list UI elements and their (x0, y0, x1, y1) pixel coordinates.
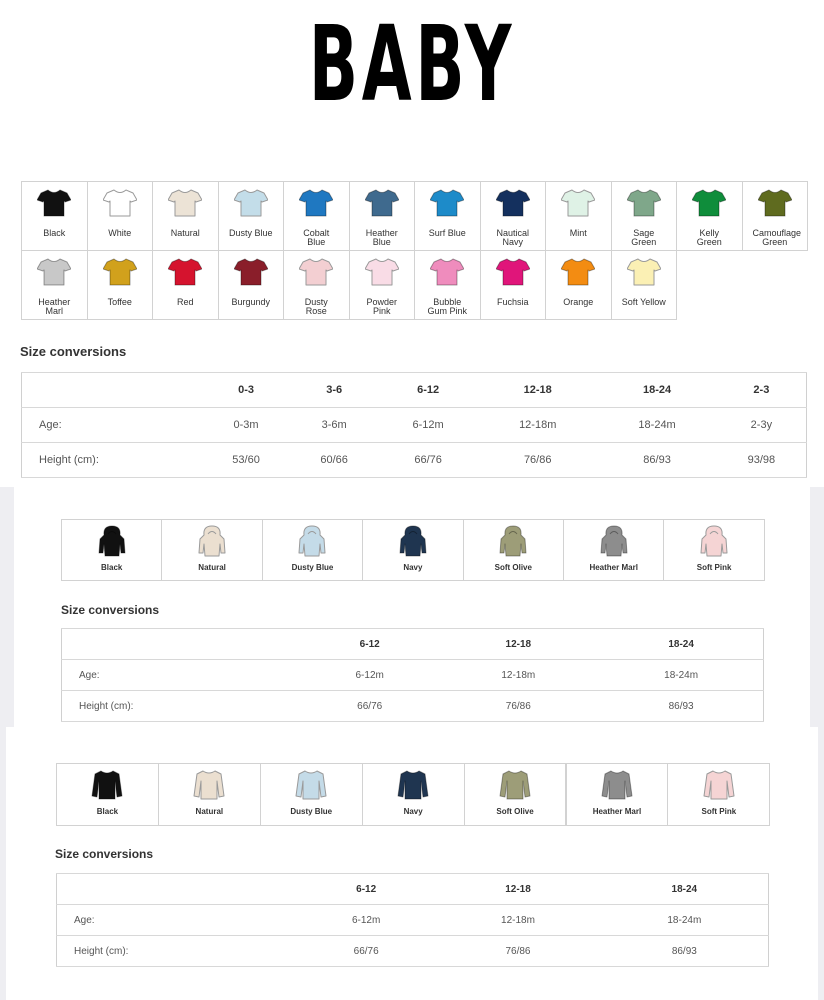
panel-divider (0, 727, 6, 1000)
color-swatch-soft-olive[interactable] (463, 519, 564, 581)
color-swatch-cobalt-blue[interactable] (283, 181, 350, 251)
tshirt-icon (37, 189, 71, 217)
color-name: Natural (195, 807, 224, 816)
color-name: Soft Pink (701, 807, 737, 816)
size-value: 6-12m (302, 660, 437, 691)
color-swatch-white[interactable] (87, 181, 154, 251)
size-value: 0-3m (202, 408, 290, 443)
color-swatch-red[interactable] (152, 250, 219, 320)
tshirt-icon (103, 189, 137, 217)
color-name: Soft Olive (494, 563, 532, 572)
tshirt-icon (561, 189, 595, 217)
color-name: Powder Pink (366, 297, 397, 316)
hoodie-icon (298, 525, 326, 557)
color-name: Black (43, 228, 66, 238)
tshirt-icon (299, 189, 333, 217)
size-header: 18-24 (599, 629, 763, 660)
tshirt-icon (168, 189, 202, 217)
size-value: 3-6m (290, 408, 378, 443)
tshirt-icon (758, 189, 792, 217)
page-title: BABY (308, 3, 516, 125)
tshirt-icon (37, 258, 71, 286)
tshirt-icon (365, 258, 399, 286)
hoodie-size-table (61, 628, 764, 722)
color-swatch-heather-blue[interactable] (349, 181, 416, 251)
header-blank-cell (57, 874, 298, 905)
color-name: Natural (170, 228, 200, 238)
size-value: 76/86 (437, 691, 599, 722)
color-swatch-navy[interactable] (362, 519, 463, 581)
size-value: 6-12m (378, 408, 478, 443)
size-header: 18-24 (601, 874, 769, 905)
tshirt-icon (561, 258, 595, 286)
color-name: Heather Marl (589, 563, 638, 572)
color-name: Soft Pink (696, 563, 732, 572)
color-swatch-surf-blue[interactable] (414, 181, 481, 251)
tshirt-icon (627, 189, 661, 217)
size-row (57, 936, 769, 967)
color-name: Mint (569, 228, 587, 238)
color-swatch-dusty-rose[interactable] (283, 250, 350, 320)
color-swatch-dusty-blue[interactable] (218, 181, 285, 251)
color-name: Dusty Blue (228, 228, 273, 238)
hoodie-icon (399, 525, 427, 557)
color-name: Burgundy (231, 297, 271, 307)
size-row-label: Age: (22, 408, 203, 443)
size-row-label: Height (cm): (22, 443, 203, 478)
size-value: 66/76 (297, 936, 435, 967)
size-header: 12-18 (437, 629, 599, 660)
tshirt-icon (299, 258, 333, 286)
color-name: Heather Marl (592, 807, 642, 816)
size-header-row (62, 629, 764, 660)
sweatshirt-size-title: Size conversions (55, 847, 154, 861)
sweatshirt-icon (91, 770, 123, 800)
color-swatch-heather-marl[interactable] (566, 763, 669, 826)
size-row-label: Height (cm): (62, 691, 303, 722)
size-header: 18-24 (597, 373, 716, 408)
size-header: 6-12 (297, 874, 435, 905)
tshirt-size-table (21, 372, 807, 478)
size-row (22, 443, 807, 478)
sweatshirt-icon (601, 770, 633, 800)
color-name: Natural (198, 563, 226, 572)
color-swatch-navy[interactable] (362, 763, 465, 826)
size-value: 86/93 (597, 443, 716, 478)
color-swatch-soft-yellow[interactable] (611, 250, 678, 320)
color-swatch-natural[interactable] (161, 519, 262, 581)
size-row-label: Age: (62, 660, 303, 691)
color-swatch-fuchsia[interactable] (480, 250, 547, 320)
tshirt-icon (430, 189, 464, 217)
size-value: 6-12m (297, 905, 435, 936)
size-header: 2-3 (717, 373, 807, 408)
color-name: Dusty Blue (290, 807, 333, 816)
size-value: 66/76 (378, 443, 478, 478)
color-name: Sage Green (631, 228, 657, 247)
size-header-row (22, 373, 807, 408)
color-swatch-natural[interactable] (152, 181, 219, 251)
color-name: Black (101, 563, 123, 572)
size-value: 66/76 (302, 691, 437, 722)
color-swatch-dusty-blue[interactable] (260, 763, 363, 826)
size-row (22, 408, 807, 443)
hoodie-icon (600, 525, 628, 557)
size-header: 0-3 (202, 373, 290, 408)
color-swatch-bubble-gum-pink[interactable] (414, 250, 481, 320)
hoodie-icon (700, 525, 728, 557)
color-swatch-kelly-green[interactable] (676, 181, 743, 251)
color-swatch-black[interactable] (56, 763, 159, 826)
color-swatch-mint[interactable] (545, 181, 612, 251)
size-header: 6-12 (302, 629, 437, 660)
color-name: Soft Yellow (621, 297, 666, 307)
sweatshirt-icon (703, 770, 735, 800)
size-header: 12-18 (478, 373, 597, 408)
tshirt-icon (627, 258, 661, 286)
color-name: Navy (403, 563, 423, 572)
size-value: 76/86 (478, 443, 597, 478)
tshirt-icon (234, 189, 268, 217)
color-name: White (108, 228, 132, 238)
size-row (57, 905, 769, 936)
hoodie-icon (499, 525, 527, 557)
sweatshirt-icon (397, 770, 429, 800)
sweatshirt-icon (295, 770, 327, 800)
panel-divider (818, 727, 824, 1000)
color-name: Dusty Rose (304, 297, 328, 316)
hoodie-icon (198, 525, 226, 557)
color-swatch-black[interactable] (21, 181, 88, 251)
color-swatch-camouflage-green[interactable] (742, 181, 809, 251)
color-name: Heather Blue (365, 228, 398, 247)
tshirt-icon (234, 258, 268, 286)
color-name: Red (176, 297, 194, 307)
sweatshirt-size-table (56, 873, 769, 967)
panel-divider (0, 487, 14, 727)
color-swatch-soft-olive[interactable] (464, 763, 567, 826)
size-value: 60/66 (290, 443, 378, 478)
header-blank-cell (22, 373, 203, 408)
color-name: Soft Olive (496, 807, 534, 816)
color-swatch-heather-marl[interactable] (563, 519, 664, 581)
size-value: 53/60 (202, 443, 290, 478)
color-swatch-burgundy[interactable] (218, 250, 285, 320)
header-blank-cell (62, 629, 303, 660)
tshirt-icon (430, 258, 464, 286)
size-row-label: Age: (57, 905, 298, 936)
color-name: Navy (403, 807, 423, 816)
size-value: 76/86 (435, 936, 600, 967)
color-name: Nautical Navy (496, 228, 529, 247)
color-swatch-soft-pink[interactable] (667, 763, 770, 826)
size-value: 12-18m (437, 660, 599, 691)
color-swatch-powder-pink[interactable] (349, 250, 416, 320)
size-value: 2-3y (717, 408, 807, 443)
size-header: 6-12 (378, 373, 478, 408)
size-value: 86/93 (599, 691, 763, 722)
color-name: Camouflage Green (752, 228, 802, 247)
size-header: 3-6 (290, 373, 378, 408)
color-swatch-toffee[interactable] (87, 250, 154, 320)
color-name: Fuchsia (496, 297, 529, 307)
size-row-label: Height (cm): (57, 936, 298, 967)
size-row (62, 660, 764, 691)
size-value: 12-18m (478, 408, 597, 443)
color-swatch-heather-marl[interactable] (21, 250, 88, 320)
size-header-row (57, 874, 769, 905)
tshirt-icon (103, 258, 137, 286)
color-name: Cobalt Blue (303, 228, 330, 247)
sweatshirt-icon (499, 770, 531, 800)
color-name: Orange (563, 297, 594, 307)
tshirt-icon (496, 189, 530, 217)
tshirt-icon (365, 189, 399, 217)
size-value: 86/93 (601, 936, 769, 967)
color-swatch-nautical-navy[interactable] (480, 181, 547, 251)
size-value: 18-24m (601, 905, 769, 936)
tshirt-icon (692, 189, 726, 217)
hoodie-icon (98, 525, 126, 557)
color-name: Heather Marl (38, 297, 71, 316)
color-swatch-sage-green[interactable] (611, 181, 678, 251)
color-name: Surf Blue (428, 228, 466, 238)
color-swatch-dusty-blue[interactable] (262, 519, 363, 581)
color-swatch-black[interactable] (61, 519, 162, 581)
panel-divider (810, 487, 824, 727)
size-value: 93/98 (717, 443, 807, 478)
color-name: Dusty Blue (291, 563, 334, 572)
color-name: Bubble Gum Pink (427, 297, 467, 316)
color-swatch-orange[interactable] (545, 250, 612, 320)
sweatshirt-icon (193, 770, 225, 800)
size-value: 18-24m (599, 660, 763, 691)
color-name: Black (96, 807, 119, 816)
color-swatch-natural[interactable] (158, 763, 261, 826)
size-row (62, 691, 764, 722)
color-swatch-soft-pink[interactable] (663, 519, 764, 581)
tshirt-icon (496, 258, 530, 286)
color-name: Kelly Green (696, 228, 722, 247)
hoodie-size-title: Size conversions (61, 603, 160, 617)
size-value: 18-24m (597, 408, 716, 443)
size-header: 12-18 (435, 874, 600, 905)
color-name: Toffee (107, 297, 132, 307)
size-value: 12-18m (435, 905, 600, 936)
tshirt-size-title: Size conversions (20, 344, 127, 359)
tshirt-icon (168, 258, 202, 286)
